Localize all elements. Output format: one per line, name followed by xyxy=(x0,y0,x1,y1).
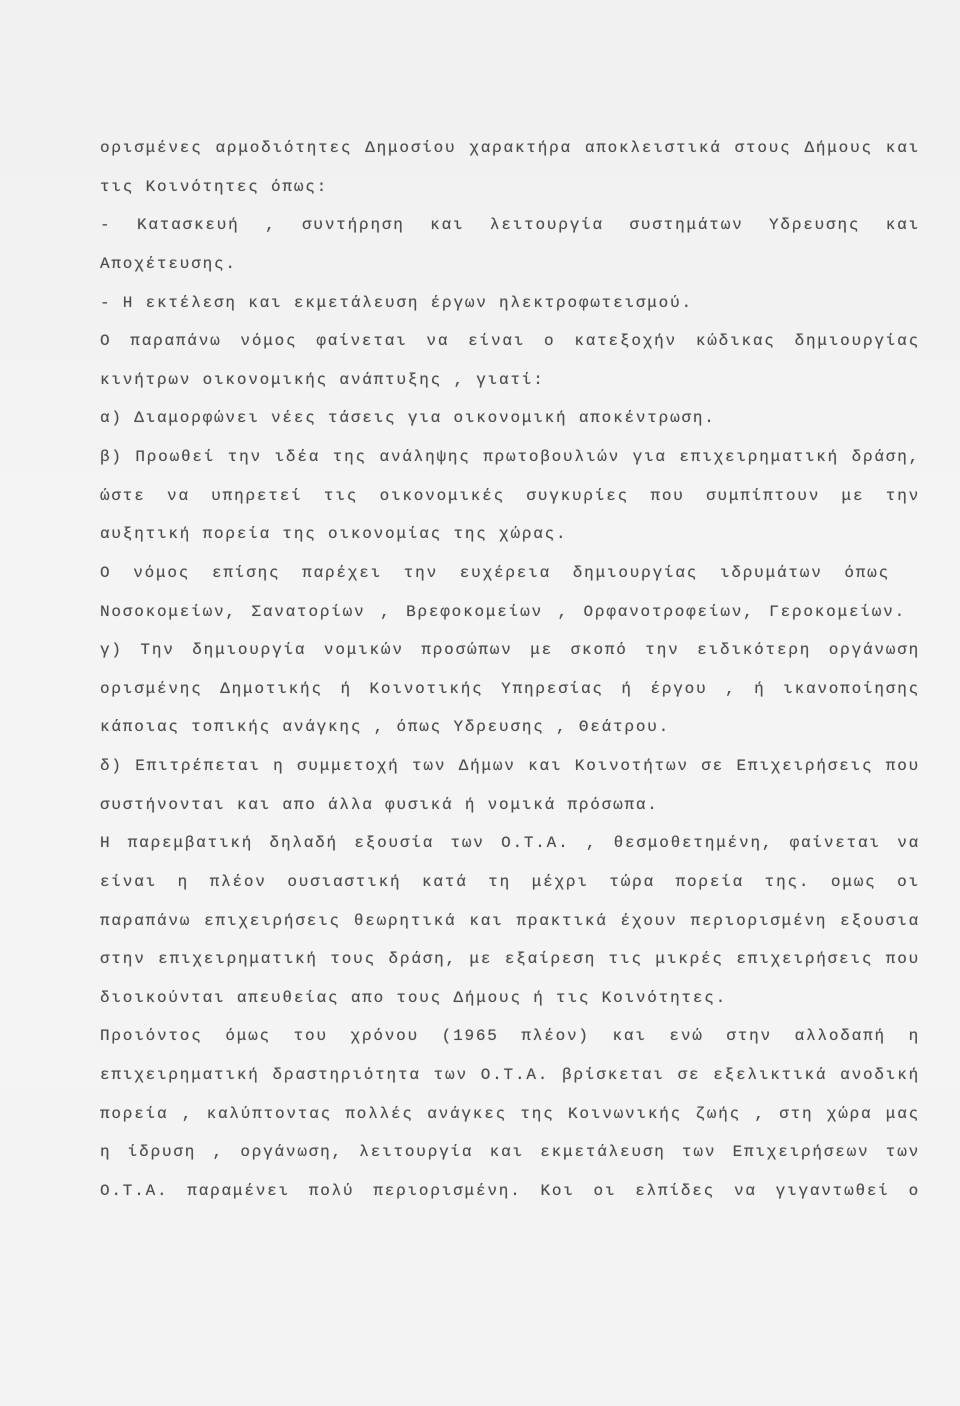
text-line: αυξητική πορεία της οικονομίας της χώρας. xyxy=(100,525,568,544)
text-line: στην επιχειρηματική τους δράση, με εξαίρεση τις μικρές επιχειρήσεις που xyxy=(100,950,920,969)
text-line: δ) Επιτρέπεται η συμμετοχή των Δήμων και Κοινοτήτων σε Επιχειρήσεις που xyxy=(100,757,920,775)
text-line: Αποχέτευσης. xyxy=(100,254,237,273)
text-line: κάποιας τοπικής ανάγκης , όπως Υδρευσης , Θεάτρου. xyxy=(100,718,671,737)
text-line: τις Κοινότητες όπως: xyxy=(100,177,329,196)
text-line: ορισμένης Δημοτικής ή Κοινοτικής Υπηρεσίας ή έργου , ή ικανοποίησης xyxy=(100,679,920,698)
text-line: γ) Την δημιουργία νομικών προσώπων με σκοπό την ειδικότερη οργάνωση xyxy=(100,641,920,660)
text-line: είναι η πλέον ουσιαστική κατά τη μέχρι τώρα πορεία της. ομως οι xyxy=(100,872,920,891)
text-line: επιχειρηματική δραστηριότητα των Ο.Τ.Α. βρίσκεται σε εξελικτικά ανοδική xyxy=(100,1066,920,1084)
text-line: Νοσοκομείων, Σανατορίων , Βρεφοκομείων , Ορφανοτροφείων, Γεροκομείων. xyxy=(100,602,906,621)
text-line: διοικούνται απευθείας απο τους Δήμους ή τις Κοινότητες. xyxy=(100,988,728,1007)
text-line: η ίδρυση , οργάνωση, λειτουργία και εκμετάλευση των Επιχειρήσεων των xyxy=(100,1143,920,1162)
text-line: πορεία , καλύπτοντας πολλές ανάγκες της Κοινωνικής ζωής , στη χώρα μας xyxy=(100,1104,920,1123)
text-line: συστήνονται και απο άλλα φυσικά ή νομικά πρόσωπα. xyxy=(100,795,659,814)
text-line: ορισμένες αρμοδιότητες Δημοσίου χαρακτήρα αποκλειστικά στους Δήμους και xyxy=(100,139,920,157)
text-line: α) Διαμορφώνει νέες τάσεις για οικονομική αποκέντρωση. xyxy=(100,409,716,428)
text-line: Ο παραπάνω νόμος φαίνεται να είναι ο κατεξοχήν κώδικας δημιουργίας xyxy=(100,332,920,351)
text-line: κινήτρων οικονομικής ανάπτυξης , γιατί: xyxy=(100,370,545,389)
text-line: παραπάνω επιχειρήσεις θεωρητικά και πρακτικά έχουν περιορισμένη εξουσια xyxy=(100,911,920,930)
text-line: ώστε να υπηρετεί τις οικονομικές συγκυρίες που συμπίπτουν με την xyxy=(100,486,920,505)
text-line: - Κατασκευή , συντήρηση και λειτουργία συστημάτων Υδρευσης και xyxy=(100,216,920,235)
text-line: Η παρεμβατική δηλαδή εξουσία των Ο.Τ.Α. , θεσμοθετημένη, φαίνεται να xyxy=(100,834,920,853)
text-line: - Η εκτέλεση και εκμετάλευση έργων ηλεκτροφωτεισμού. xyxy=(100,293,693,312)
text-line: Προιόντος όμως του χρόνου (1965 πλέον) και ενώ στην αλλοδαπή η xyxy=(100,1027,920,1046)
text-line: β) Προωθεί την ιδέα της ανάληψης πρωτοβουλιών για επιχειρηματική δράση, xyxy=(100,448,920,466)
text-line: Ο νόμος επίσης παρέχει την ευχέρεια δημιουργίας ιδρυμάτων όπως xyxy=(100,563,890,582)
document-body xyxy=(100,129,930,1211)
text-line: Ο.Τ.Α. παραμένει πολύ περιορισμένη. Κοι οι ελπίδες να γιγαντωθεί ο xyxy=(100,1181,920,1200)
